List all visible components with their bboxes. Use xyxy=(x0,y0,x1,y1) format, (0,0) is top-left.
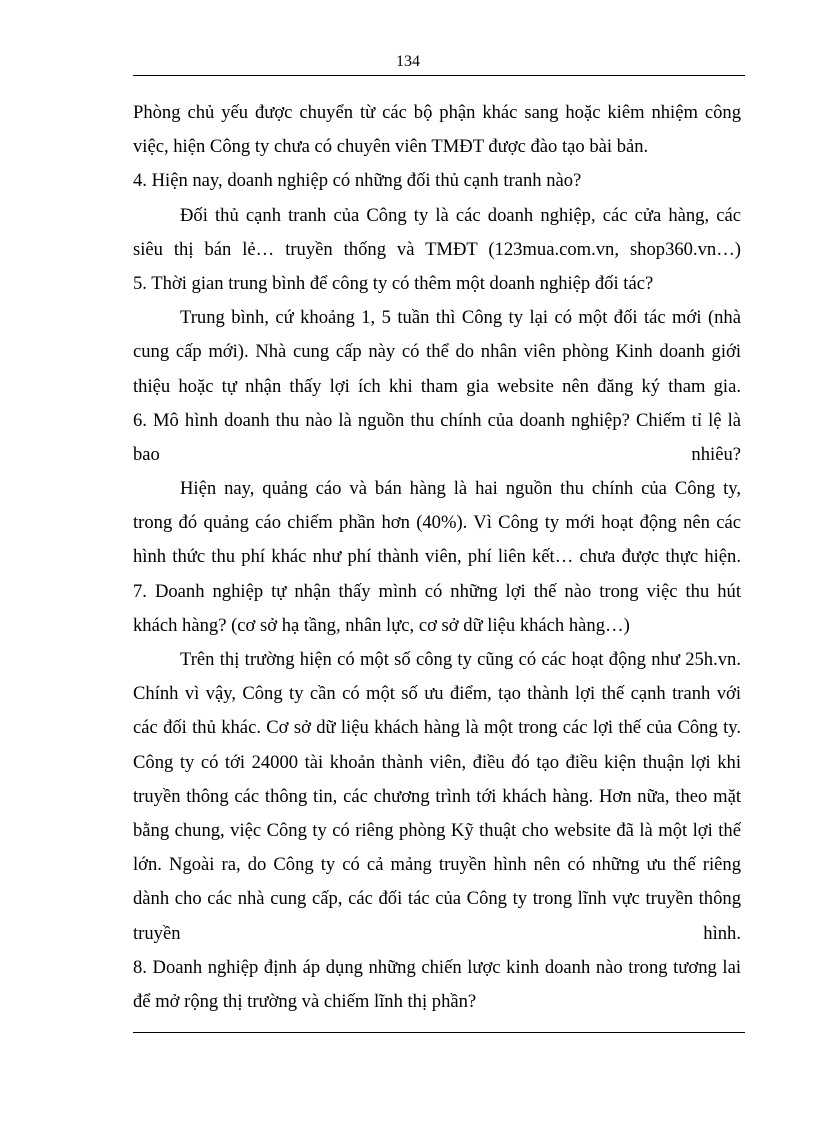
body-text xyxy=(133,96,741,1019)
footer-rule xyxy=(133,1032,745,1033)
text-line: truyền hình. xyxy=(133,922,741,944)
text-line: hình thức thu phí khác như phí thành viên, phí liên kết… chưa được thực hiện. xyxy=(133,546,741,568)
text-line: để mở rộng thị trường và chiếm lĩnh thị phần? xyxy=(133,990,477,1012)
text-line: 5. Thời gian trung bình để công ty có thêm một doanh nghiệp đối tác? xyxy=(133,272,654,294)
text-line: Chính vì vậy, Công ty cần có một số ưu điểm, tạo thành lợi thế cạnh tranh với xyxy=(133,683,741,705)
header-rule xyxy=(133,75,745,76)
text-line: việc, hiện Công ty chưa có chuyên viên TMĐT được đào tạo bài bản. xyxy=(133,136,649,158)
text-line: Đối thủ cạnh tranh của Công ty là các doanh nghiệp, các cửa hàng, các xyxy=(180,204,741,226)
page-number: 134 xyxy=(396,53,420,70)
text-line: Phòng chủ yếu được chuyển từ các bộ phận khác sang hoặc kiêm nhiệm công xyxy=(133,102,741,123)
text-line: Hiện nay, quảng cáo và bán hàng là hai nguồn thu chính của Công ty, xyxy=(180,478,741,500)
text-line: Công ty có tới 24000 tài khoản thành viên, điều đó tạo điều kiện thuận lợi khi xyxy=(133,751,741,773)
text-line: 6. Mô hình doanh thu nào là nguồn thu chính của doanh nghiệp? Chiếm tỉ lệ là xyxy=(133,409,741,431)
text-line: bao nhiêu? xyxy=(133,443,741,465)
text-line: các đối thủ khác. Cơ sở dữ liệu khách hàng là một trong các lợi thế của Công ty. xyxy=(133,717,741,739)
text-line: 7. Doanh nghiệp tự nhận thấy mình có những lợi thế nào trong việc thu hút xyxy=(133,580,741,602)
text-line: 4. Hiện nay, doanh nghiệp có những đối thủ cạnh tranh nào? xyxy=(133,170,582,192)
text-line: Trung bình, cứ khoảng 1, 5 tuần thì Công ty lại có một đối tác mới (nhà xyxy=(180,307,741,329)
text-line: dành cho các nhà cung cấp, các đối tác của Công ty trong lĩnh vực truyền thông xyxy=(133,888,741,910)
text-line: siêu thị bán lẻ… truyền thống và TMĐT (123mua.com.vn, shop360.vn…) xyxy=(133,238,741,260)
text-line: trong đó quảng cáo chiếm phần hơn (40%). Vì Công ty mới hoạt động nên các xyxy=(133,512,741,534)
text-line: 8. Doanh nghiệp định áp dụng những chiến lược kinh doanh nào trong tương lai xyxy=(133,956,741,978)
text-line: khách hàng? (cơ sở hạ tầng, nhân lực, cơ sở dữ liệu khách hàng…) xyxy=(133,614,630,636)
text-line: bằng chung, việc Công ty có riêng phòng Kỹ thuật cho website đã là một lợi thế xyxy=(133,819,741,841)
text-line: Trên thị trường hiện có một số công ty cũng có các hoạt động như 25h.vn. xyxy=(180,649,741,670)
text-line: truyền thông các thông tin, các chương trình tới khách hàng. Hơn nữa, theo mặt xyxy=(133,785,741,807)
text-line: thiệu hoặc tự nhận thấy lợi ích khi tham gia website nên đăng ký tham gia. xyxy=(133,375,741,397)
text-line: cung cấp mới). Nhà cung cấp này có thể do nhân viên phòng Kinh doanh giới xyxy=(133,341,741,363)
text-line: lớn. Ngoài ra, do Công ty có cả mảng truyền hình nên có những ưu thế riêng xyxy=(133,854,741,876)
